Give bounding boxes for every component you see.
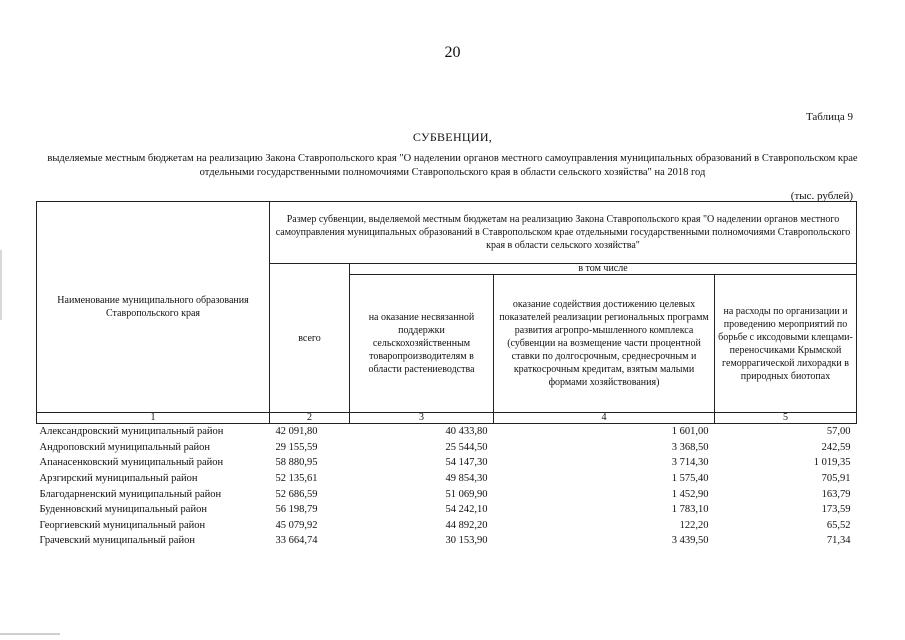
tick-control-value: 71,34 <box>826 535 851 547</box>
total-value: 45 079,92 <box>275 519 318 531</box>
crop-support-value: 54 147,30 <box>445 457 488 469</box>
header-municipality-name: Наименование муниципального образования Ставропольского края <box>37 202 270 413</box>
table-row <box>37 471 857 487</box>
column-number: 2 <box>270 413 350 424</box>
municipality-name: Георгиевский муниципальный район <box>39 519 206 531</box>
municipality-name: Арзгирский муниципальный район <box>39 473 198 485</box>
crop-support-value: 25 544,50 <box>445 441 488 453</box>
document-subtitle: выделяемые местным бюджетам на реализацию Закона Ставропольского края "О наделении органов местного самоуправления муниципальных образований в Ставропольском крае отдельными государственными полномочиями Ставропольского края в области сельского хозяйства" на 2018 год <box>47 153 858 178</box>
credit-subsidy-value: 1 601,00 <box>671 426 709 438</box>
crop-support-value: 51 069,90 <box>445 488 488 500</box>
municipality-name: Буденновский муниципальный район <box>39 504 207 516</box>
table-number: Таблица 9 <box>805 111 853 123</box>
scan-artifact <box>0 250 2 320</box>
table-body <box>37 424 857 549</box>
table-row <box>37 440 857 456</box>
credit-subsidy-value: 3 368,50 <box>671 441 709 453</box>
crop-support-value: 30 153,90 <box>445 535 488 547</box>
document-title: СУБВЕНЦИИ, <box>412 130 493 144</box>
header-tick-control: на расходы по организации и проведению мероприятий по борьбе с иксодовыми клещами-переносчиками Крымской геморрагической лихорадки в природных биотопах <box>715 275 857 413</box>
header-total: всего <box>270 264 350 413</box>
subsidies-table <box>36 201 857 549</box>
crop-support-value: 40 433,80 <box>445 426 488 438</box>
total-value: 52 135,61 <box>275 473 318 485</box>
crop-support-value: 54 242,10 <box>445 504 488 516</box>
total-value: 58 880,95 <box>275 457 318 469</box>
tick-control-value: 705,91 <box>821 473 851 485</box>
table-row <box>37 486 857 502</box>
total-value: 52 686,59 <box>275 488 318 500</box>
credit-subsidy-value: 3 714,30 <box>671 457 709 469</box>
crop-support-value: 49 854,30 <box>445 473 488 485</box>
total-value: 42 091,80 <box>275 426 318 438</box>
tick-control-value: 163,79 <box>821 488 851 500</box>
table-row <box>37 518 857 534</box>
municipality-name: Апанасенковский муниципальный район <box>39 457 224 469</box>
municipality-name: Благодарненский муниципальный район <box>39 488 222 500</box>
municipality-name: Грачевский муниципальный район <box>39 535 195 547</box>
credit-subsidy-value: 1 452,90 <box>671 488 709 500</box>
credit-subsidy-value: 3 439,50 <box>671 535 709 547</box>
crop-support-value: 44 892,20 <box>445 519 488 531</box>
table-row <box>37 533 857 549</box>
total-value: 33 664,74 <box>275 535 318 547</box>
tick-control-value: 1 019,35 <box>813 457 851 469</box>
units-label: (тыс. рублей) <box>790 190 853 202</box>
tick-control-value: 242,59 <box>821 441 851 453</box>
column-number: 5 <box>715 413 857 424</box>
header-credit-subsidies: оказание содействия достижению целевых показателей реализации региональных программ развития агропро-мышленного комплекса (субвенции на возмещение части процентной ставки по долгосрочным, среднесрочным и краткосрочным кредитам, взятым малыми формами хозяйствования) <box>494 275 715 413</box>
municipality-name: Александровский муниципальный район <box>39 426 224 438</box>
table-row <box>37 455 857 471</box>
municipality-name: Андроповский муниципальный район <box>39 441 211 453</box>
credit-subsidy-value: 1 575,40 <box>671 473 709 485</box>
column-number: 1 <box>37 413 270 424</box>
credit-subsidy-value: 1 783,10 <box>671 504 709 516</box>
total-value: 56 198,79 <box>275 504 318 516</box>
scan-artifact <box>0 633 60 635</box>
tick-control-value: 57,00 <box>826 426 851 438</box>
table-row <box>37 502 857 518</box>
page-number: 20 <box>444 44 461 61</box>
tick-control-value: 173,59 <box>821 504 851 516</box>
total-value: 29 155,59 <box>275 441 318 453</box>
header-subsidy-group: Размер субвенции, выделяемой местным бюджетам на реализацию Закона Ставропольского края "О наделении органов местного самоуправления муниципальных образований в Ставропольском крае отдельными государственными полномочиями Ставропольского края в области сельского хозяйства" <box>270 202 857 264</box>
column-number: 3 <box>350 413 494 424</box>
column-number: 4 <box>494 413 715 424</box>
tick-control-value: 65,52 <box>826 519 851 531</box>
credit-subsidy-value: 122,20 <box>679 519 709 531</box>
header-crop-support: на оказание несвязанной поддержки сельскохозяйственным товаропроизводителям в области растениеводства <box>350 275 494 413</box>
header-including: в том числе <box>350 264 857 275</box>
table-row <box>37 424 857 440</box>
